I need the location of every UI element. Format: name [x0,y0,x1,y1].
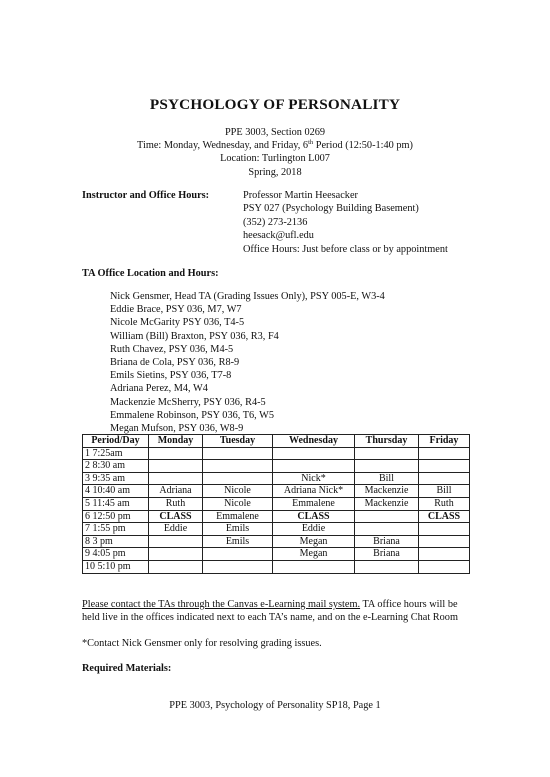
table-cell [355,447,419,460]
page-footer: PPE 3003, Psychology of Personality SP18, Page 1 [169,700,381,711]
list-item: Eddie Brace, PSY 036, M7, W7 [110,304,242,316]
course-line: PPE 3003, Section 0269 [224,127,326,138]
period-cell: 3 9:35 am [83,472,149,485]
required-materials-heading: Required Materials: [82,663,172,674]
table-cell [149,535,203,548]
table-cell [273,560,355,573]
instructor-label: Instructor and Office Hours: [82,190,210,201]
table-row [83,548,470,561]
table-cell [419,447,470,460]
list-item: Megan Mufson, PSY 036, W8-9 [110,423,244,435]
class-cell: CLASS [273,510,355,523]
column-header: Monday [149,435,203,448]
location-line: Location: Turlington L007 [220,153,330,165]
table-cell: Nicole [203,497,273,510]
column-header: Thursday [355,435,419,448]
table-cell: Mackenzie [355,497,419,510]
ta-schedule-table [82,434,470,574]
table-cell: Adriana Nick* [273,485,355,498]
list-item: Mackenzie McSherry, PSY 036, R4-5 [110,396,266,408]
period-cell: 9 4:05 pm [83,548,149,561]
table-cell: Bill [355,472,419,485]
table-row [83,447,470,460]
table-cell [149,472,203,485]
contact-rest: TA office hours will be held live in the offices indicated next to each TA’s name, and on the e-Learning Chat Room [82,599,458,624]
table-cell [355,510,419,523]
table-cell [203,472,273,485]
period-cell: 10 5:10 pm [83,560,149,573]
list-item: Nick Gensmer, Head TA (Grading Issues Only), PSY 005-E, W3-4 [110,291,385,302]
column-header: Tuesday [203,435,273,448]
instructor-hours: Office Hours: Just before class or by appointment [243,243,448,255]
period-cell: 8 3 pm [83,535,149,548]
contact-paragraph [82,598,474,624]
table-cell: Briana [355,535,419,548]
list-item: Emils Sietins, PSY 036, T7-8 [110,370,232,382]
table-cell [203,560,273,573]
table-cell: Nicole [203,485,273,498]
period-cell: 5 11:45 am [83,497,149,510]
table-header-row [83,435,470,448]
table-cell [149,560,203,573]
document-title: PSYCHOLOGY OF PERSONALITY [149,96,401,113]
table-row [83,460,470,473]
list-item: William (Bill) Braxton, PSY 036, R3, F4 [110,330,279,342]
table-cell [355,523,419,536]
instructor-name: Professor Martin Heesacker [243,190,358,201]
term-line: Spring, 2018 [248,166,302,178]
table-cell [355,560,419,573]
table-cell [203,548,273,561]
column-header: Friday [419,435,470,448]
table-cell [149,548,203,561]
table-cell: Bill [419,485,470,498]
table-cell: Ruth [149,497,203,510]
contact-note: *Contact Nick Gensmer only for resolving grading issues. [82,638,322,649]
table-cell: Eddie [273,523,355,536]
instructor-email[interactable]: heesack@ufl.edu [243,230,314,242]
table-cell [203,460,273,473]
table-cell: Nick* [273,472,355,485]
table-cell [273,447,355,460]
course-info [0,126,550,179]
table-cell: Megan [273,535,355,548]
table-cell: Emmalene [273,497,355,510]
table-row [83,510,470,523]
column-header: Wednesday [273,435,355,448]
table-cell [419,535,470,548]
column-header: Period/Day [83,435,149,448]
table-cell [419,523,470,536]
period-cell: 6 12:50 pm [83,510,149,523]
table-cell: Megan [273,548,355,561]
table-cell [419,472,470,485]
contact-link-text: Please contact the TAs through the Canvas e-Learning mail system. [82,599,361,610]
table-cell [273,460,355,473]
ta-list [110,290,385,435]
table-cell [419,548,470,561]
time-line: Time: Monday, Wednesday, and Friday, 6th Period (12:50-1:40 pm) [137,139,413,152]
period-cell: 7 1:55 pm [83,523,149,536]
table-row [83,535,470,548]
table-row [83,560,470,573]
table-cell: Ruth [419,497,470,510]
instructor-phone: (352) 273-2136 [243,216,308,228]
table-cell [203,447,273,460]
period-cell: 1 7:25am [83,447,149,460]
table-row [83,497,470,510]
table-row [83,523,470,536]
table-cell: Adriana [149,485,203,498]
table-row [83,485,470,498]
list-item: Briana de Cola, PSY 036, R8-9 [110,357,240,369]
instructor-details [243,189,448,256]
ta-heading: TA Office Location and Hours: [82,268,219,279]
list-item: Emmalene Robinson, PSY 036, T6, W5 [110,409,274,421]
period-cell: 2 8:30 am [83,460,149,473]
table-cell: Emils [203,523,273,536]
table-row [83,472,470,485]
table-cell [149,460,203,473]
period-cell: 4 10:40 am [83,485,149,498]
list-item: Nicole McGarity PSY 036, T4-5 [110,317,245,329]
table-cell [419,560,470,573]
instructor-office: PSY 027 (Psychology Building Basement) [243,203,419,215]
list-item: Adriana Perez, M4, W4 [110,383,208,395]
table-cell [419,460,470,473]
table-cell: Emils [203,535,273,548]
table-cell: Eddie [149,523,203,536]
list-item: Ruth Chavez, PSY 036, M4-5 [110,343,234,355]
table-cell: Emmalene [203,510,273,523]
class-cell: CLASS [149,510,203,523]
table-cell: Briana [355,548,419,561]
table-cell [355,460,419,473]
table-cell: Mackenzie [355,485,419,498]
table-cell [149,447,203,460]
class-cell: CLASS [419,510,470,523]
